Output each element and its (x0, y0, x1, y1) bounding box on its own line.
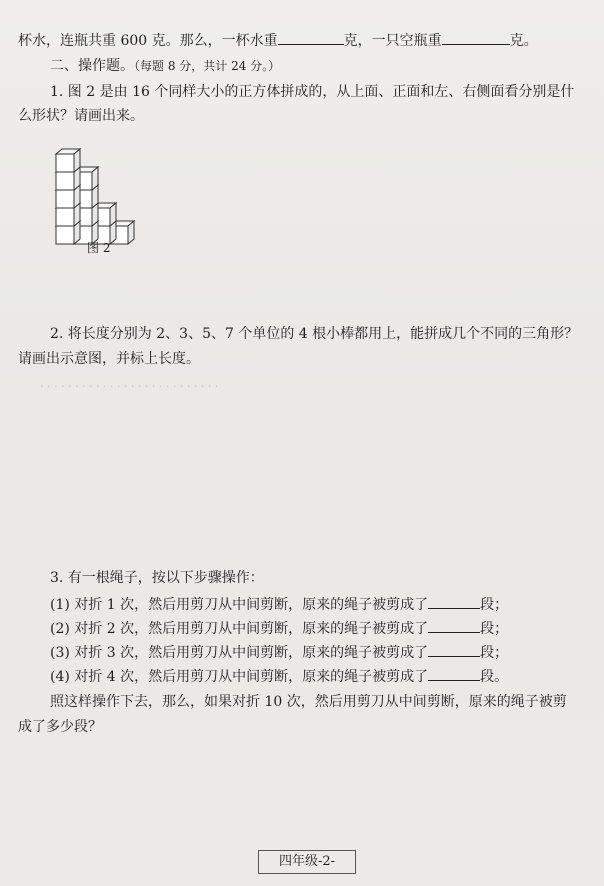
q3-follow-line2: 成了多少段？ (18, 719, 102, 735)
q3-intro: 3. 有一根绳子，按以下步骤操作： (50, 570, 264, 586)
q3-step-3: (3) 对折 3 次，然后用剪刀从中间剪断，原来的绳子被剪成了 段； (50, 642, 508, 663)
q3-step-3-blank[interactable] (428, 642, 480, 657)
cube-face (56, 154, 74, 172)
page-footer-label: 四年级-2- (258, 850, 356, 874)
bottle-weight-blank[interactable] (442, 30, 510, 45)
bleed-through-text: · · · · · · · · · · · · · · · · · · · · · · · · · · (40, 380, 219, 393)
q3-step-2: (2) 对折 2 次，然后用剪刀从中间剪断，原来的绳子被剪成了 段； (50, 618, 508, 639)
q3-step-4-blank[interactable] (428, 666, 480, 681)
q3-follow-line1: 照这样操作下去，那么，如果对折 10 次，然后用剪刀从中间剪断，原来的绳子被剪 (50, 694, 567, 710)
figure-2-cubes (52, 140, 142, 252)
q3-step-2-blank[interactable] (428, 618, 480, 633)
cube-face (56, 226, 74, 244)
water-weight-blank[interactable] (278, 30, 344, 45)
q3-step-1-blank[interactable] (428, 594, 480, 609)
q3-step-4: (4) 对折 4 次，然后用剪刀从中间剪断，原来的绳子被剪成了 段。 (50, 666, 508, 687)
q1-line1: 1. 图 2 是由 16 个同样大小的正方体拼成的，从上面、正面和左、右侧面看分别是什 (50, 84, 575, 100)
figure-caption: 图 2 (87, 241, 111, 255)
q3-step-1: (1) 对折 1 次，然后用剪刀从中间剪断，原来的绳子被剪成了 段； (50, 594, 508, 615)
q2-line2: 请画出示意图，并标上长度。 (18, 351, 200, 367)
cube-face (56, 190, 74, 208)
cube-face (56, 172, 74, 190)
continued-question-line: 杯水，连瓶共重 600 克。那么，一杯水重 克，一只空瓶重 克。 (18, 30, 538, 51)
cube-face (56, 208, 74, 226)
section-heading: 二、操作题。（每题 8 分，共计 24 分。） (50, 58, 281, 74)
q2-line1: 2. 将长度分别为 2、3、5、7 个单位的 4 根小棒都用上，能拼成几个不同的三角形？ (50, 326, 579, 342)
q1-line2: 么形状？请画出来。 (18, 108, 144, 124)
